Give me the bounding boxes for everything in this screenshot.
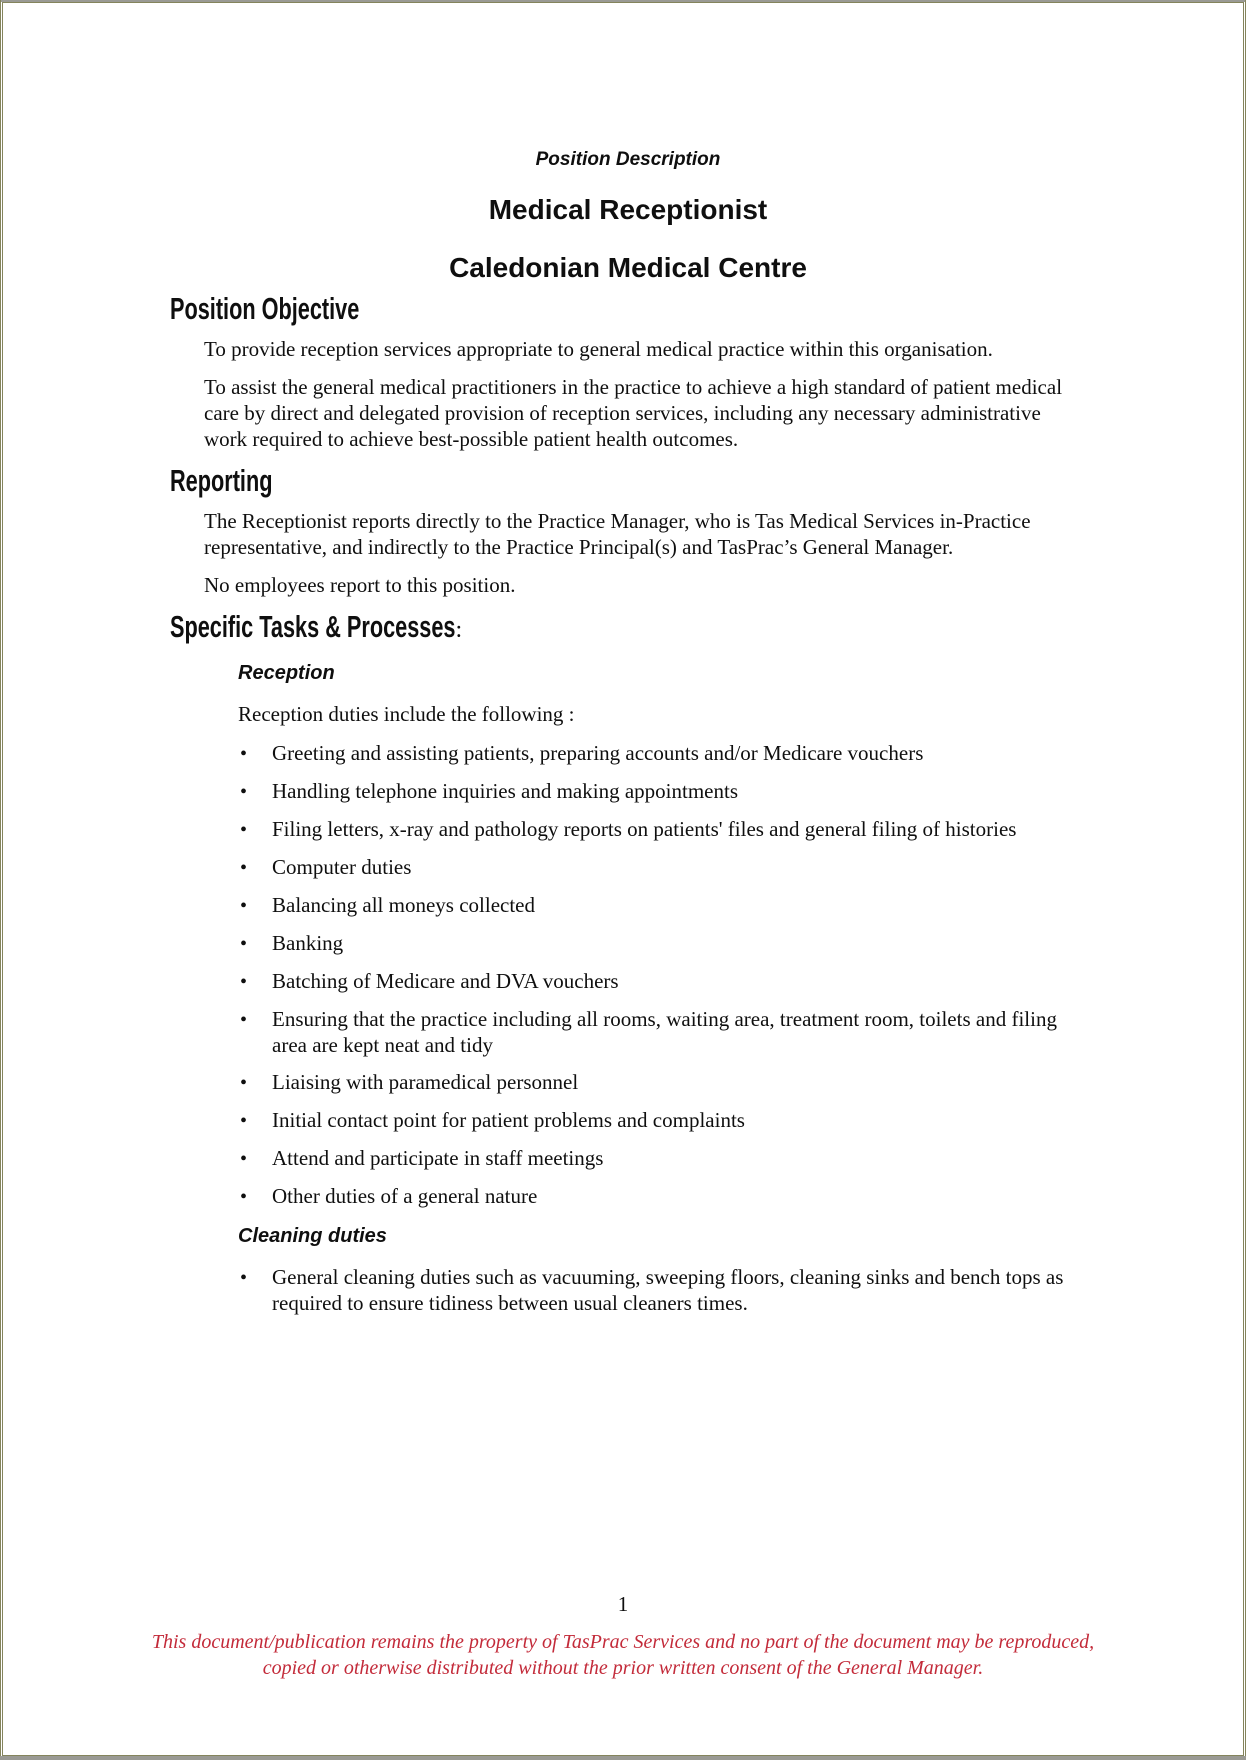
section-heading-specific-tasks: Specific Tasks & Processes:: [170, 609, 463, 644]
bullet-text: Batching of Medicare and DVA vouchers: [272, 969, 619, 993]
bullet-icon: [240, 854, 272, 881]
bullet-text: Ensuring that the practice including all rooms, waiting area, treatment room, toilets and filing area are kept neat and tidy: [272, 1007, 1057, 1057]
bullet-text: Handling telephone inquiries and making appointments: [272, 779, 738, 803]
bullet-icon: [240, 1264, 272, 1316]
paragraph: To assist the general medical practitioners in the practice to achieve a high standard of patient medical care by direct and delegated provision of reception services, including any necessary administrative work required to achieve best-possible patient health outcomes.: [204, 375, 1063, 451]
bullet-icon: [240, 740, 272, 767]
bullet-text: Banking: [272, 931, 344, 955]
copyright-notice: This document/publication remains the property of TasPrac Services and no part of the document may be reproduced, copied or otherwise distributed without the prior written consent of the General Manager.: [151, 1631, 1095, 1679]
bullet-text: Other duties of a general nature: [272, 1184, 538, 1208]
document-title: Medical Receptionist: [488, 194, 768, 225]
list-item: [240, 892, 1086, 919]
paragraph: To provide reception services appropriate to general medical practice within this organisation.: [204, 337, 993, 361]
list-item: [240, 740, 1086, 767]
bullet-icon: [240, 930, 272, 957]
list-item: [240, 1069, 1086, 1096]
document-subtitle: Caledonian Medical Centre: [449, 252, 807, 283]
list-item: [240, 1107, 1086, 1134]
subsection-heading-reception: Reception: [238, 662, 335, 684]
bullet-icon: [240, 1069, 272, 1096]
document-kicker: Position Description: [535, 149, 721, 170]
paragraph: No employees report to this position.: [204, 573, 516, 597]
page-edge-top: [0, 0, 1246, 2]
cleaning-duties-list: [240, 1264, 1086, 1316]
bullet-icon: [240, 778, 272, 805]
bullet-icon: [240, 1183, 272, 1210]
reception-duties-list: [240, 740, 1086, 1210]
list-item: [240, 968, 1086, 995]
page-edge-bottom: [0, 1756, 1246, 1760]
bullet-text: Initial contact point for patient problems and complaints: [272, 1108, 745, 1132]
bullet-text: Greeting and assisting patients, preparing accounts and/or Medicare vouchers: [272, 741, 924, 765]
list-item: [240, 778, 1086, 805]
paragraph: The Receptionist reports directly to the Practice Manager, who is Tas Medical Services in-Practice representative, and indirectly to the Practice Principal(s) and TasPrac’s General Manager.: [204, 509, 1031, 559]
bullet-text: Balancing all moneys collected: [272, 893, 535, 917]
list-item: [240, 854, 1086, 881]
bullet-icon: [240, 816, 272, 843]
bullet-text: General cleaning duties such as vacuuming, sweeping floors, cleaning sinks and bench tops as required to ensure tidiness between usual cleaners times.: [272, 1265, 1064, 1315]
bullet-text: Filing letters, x-ray and pathology reports on patients' files and general filing of histories: [272, 817, 1017, 841]
list-item: [240, 930, 1086, 957]
section-heading-reporting: Reporting: [170, 463, 273, 498]
list-item: [240, 1264, 1086, 1316]
bullet-icon: [240, 1145, 272, 1172]
bullet-icon: [240, 892, 272, 919]
list-item: [240, 816, 1086, 843]
bullet-text: Computer duties: [272, 855, 412, 879]
bullet-icon: [240, 968, 272, 995]
bullet-icon: [240, 1006, 272, 1058]
list-item: [240, 1006, 1086, 1058]
bullet-text: Attend and participate in staff meetings: [272, 1146, 604, 1170]
bullet-text: Liaising with paramedical personnel: [272, 1070, 579, 1094]
section-heading-position-objective: Position Objective: [170, 291, 360, 326]
list-item: [240, 1145, 1086, 1172]
page-number: 1: [617, 1592, 629, 1616]
reception-intro: Reception duties include the following :: [238, 702, 575, 726]
bullet-icon: [240, 1107, 272, 1134]
list-item: [240, 1183, 1086, 1210]
heading-colon: :: [455, 617, 463, 643]
page-footer: [0, 1592, 1246, 1681]
subsection-heading-cleaning-duties: Cleaning duties: [238, 1225, 387, 1247]
